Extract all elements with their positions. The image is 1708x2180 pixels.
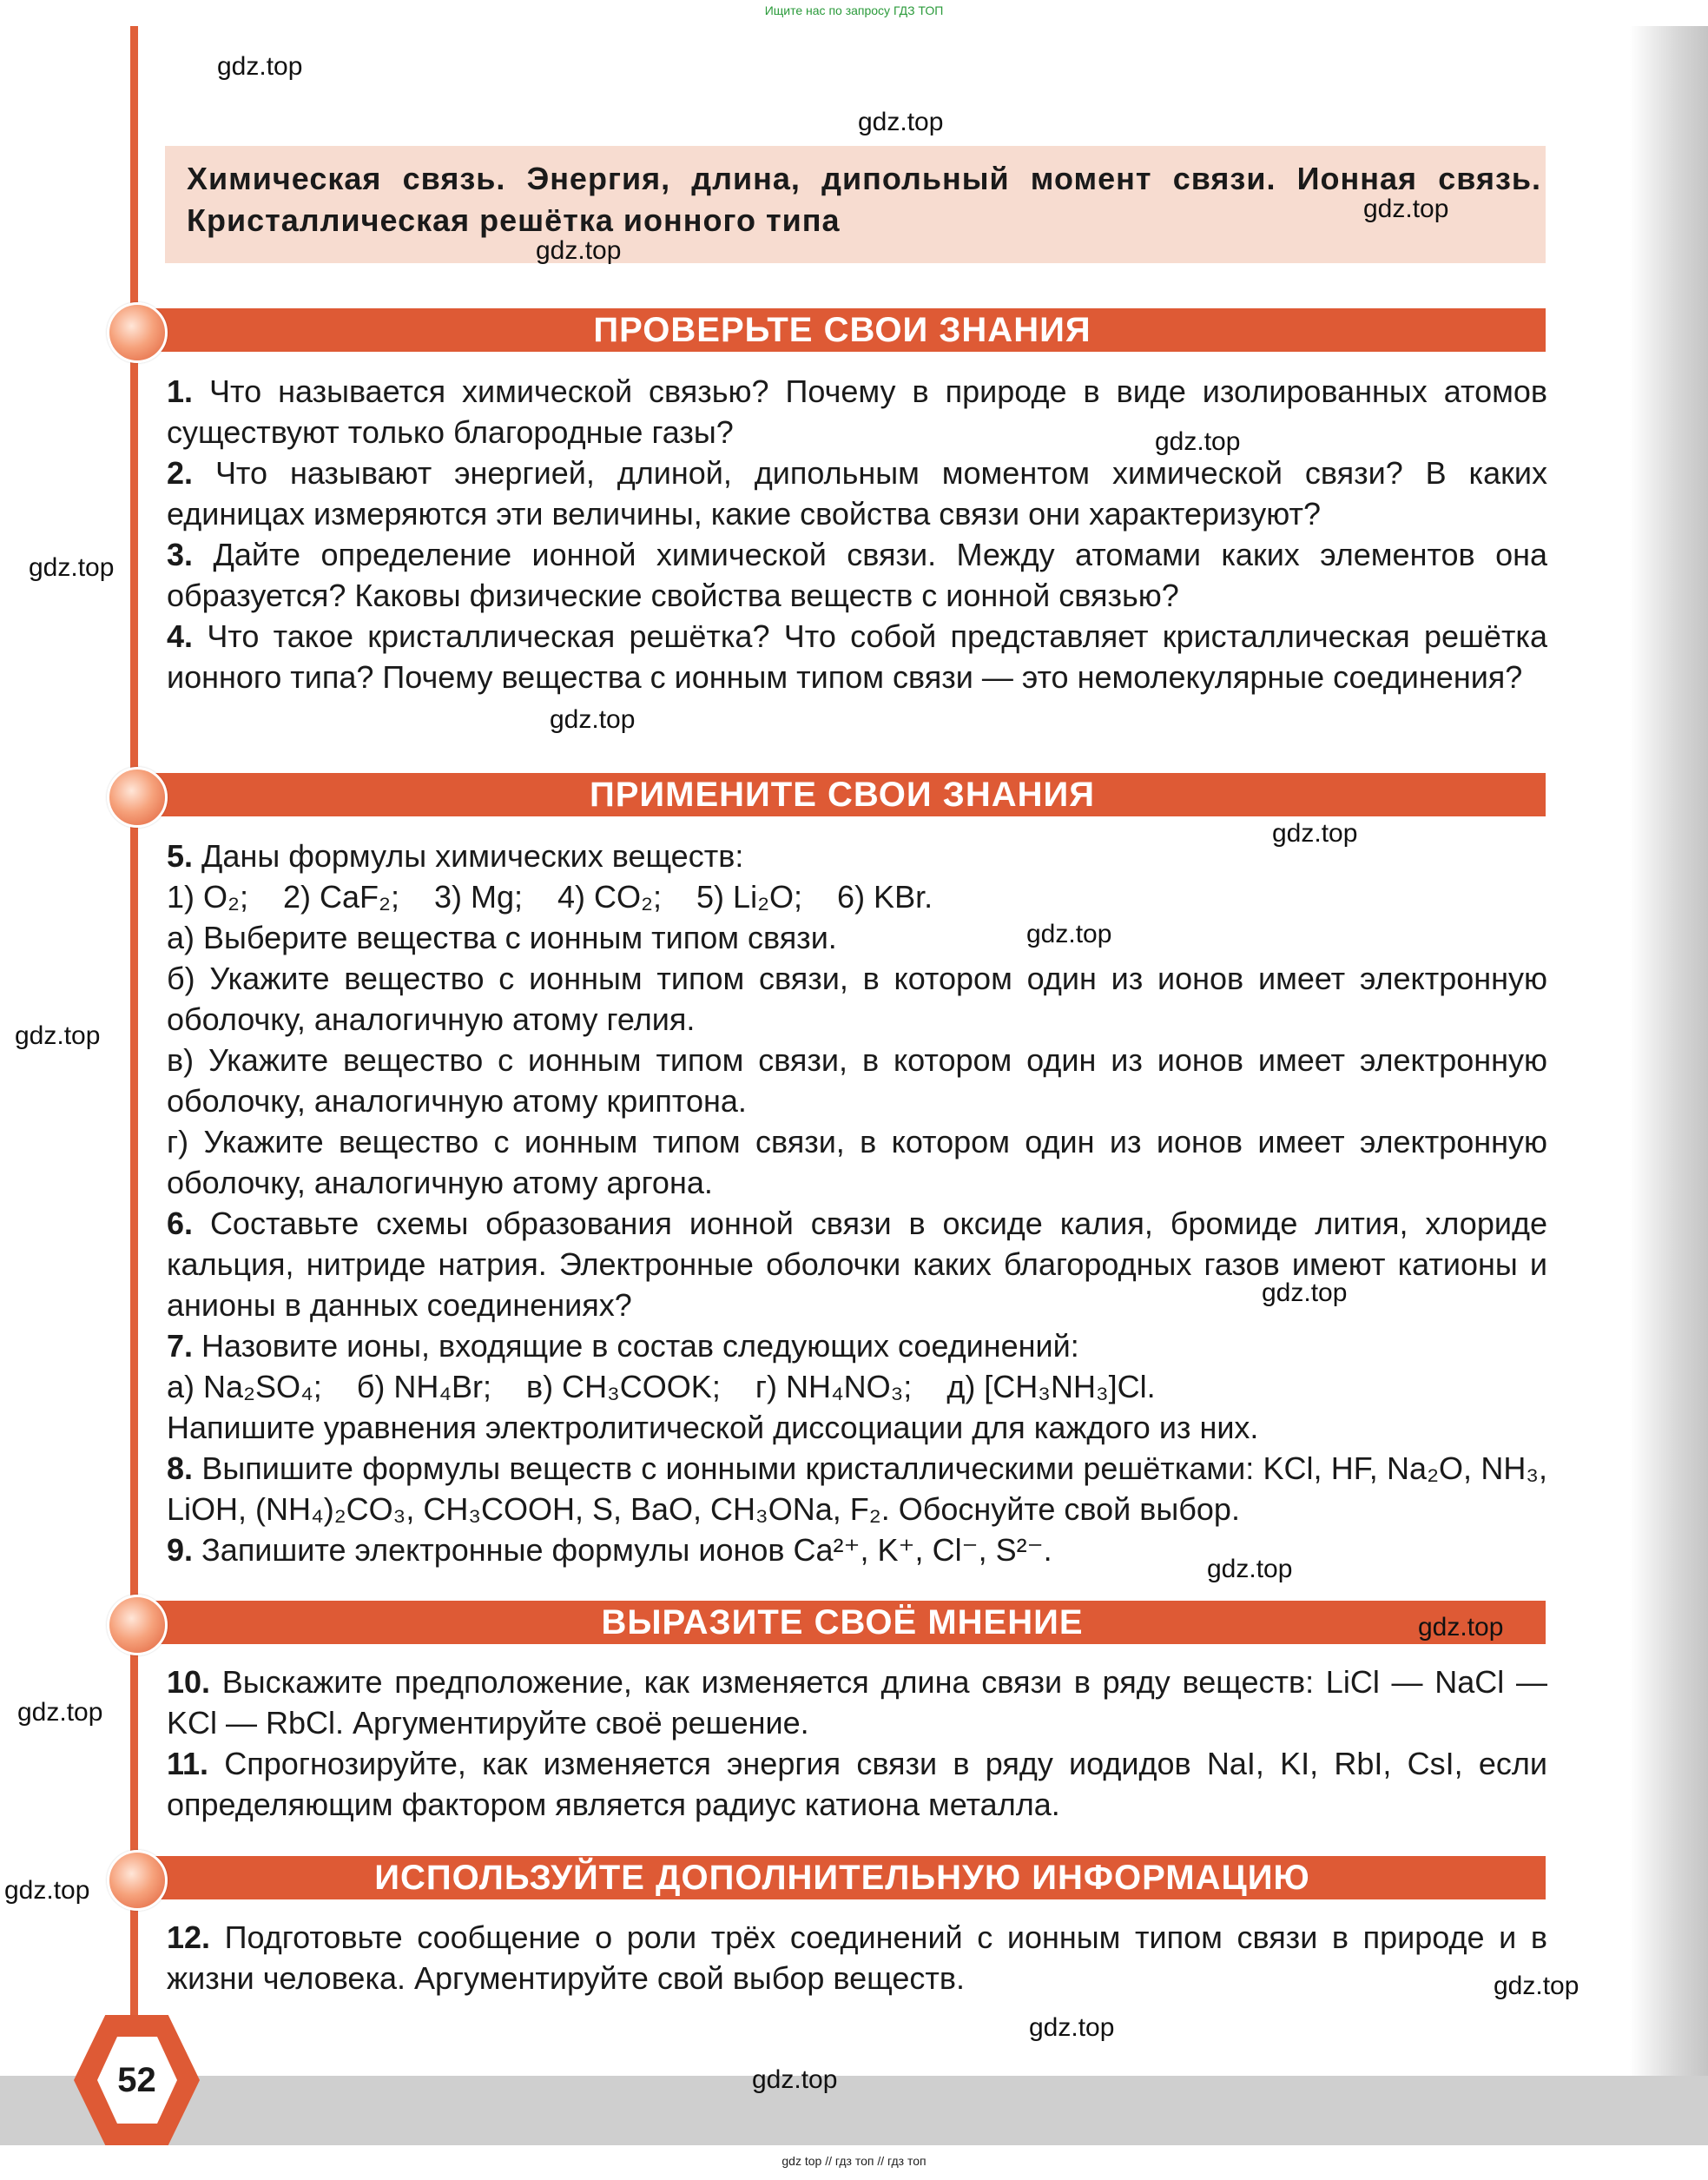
question-2: 2. Что называют энергией, длиной, дипольным моментом химической связи? В каких единицах измеряются эти величины, какие свойства связи они характеризуют? [167,455,1547,532]
section-extra-questions [167,1917,1547,1998]
page-foot-shadow [0,2076,1708,2145]
watermark: gdz.top [550,705,636,734]
page-edge-shadow [1630,26,1708,2145]
watermark: gdz.top [1155,427,1241,456]
section-banner-check: ПРОВЕРЬТЕ СВОИ ЗНАНИЯ [139,308,1546,352]
watermark: gdz.top [17,1698,103,1727]
watermark: gdz.top [1207,1555,1293,1583]
section-banner-opinion: ВЫРАЗИТЕ СВОЁ МНЕНИЕ [139,1601,1546,1644]
question-12: 12. Подготовьте сообщение о роли трёх соединений с ионным типом связи в природе и в жизни человека. Аргументируйте свой выбор веществ. [167,1919,1547,1996]
watermark: gdz.top [1494,1972,1579,2000]
watermark: gdz.top [536,236,622,265]
watermark: gdz.top [1262,1278,1348,1307]
watermark: gdz.top [1029,2013,1115,2042]
section-check-questions [167,371,1547,697]
section-bullet-icon [107,1850,168,1911]
watermark: gdz.top [4,1876,90,1905]
question-7-tail: Напишите уравнения электролитической диссоциации для каждого из них. [167,1410,1259,1445]
section-opinion-questions [167,1661,1547,1825]
watermark: gdz.top [217,52,303,81]
watermark: gdz.top [29,553,115,582]
top-note: Ищите нас по запросу ГДЗ ТОП [764,3,944,17]
watermark: gdz.top [1272,819,1358,848]
topic-heading: Химическая связь. Энергия, длина, дипольный момент связи. Ионная связь. Кристаллическая решётка ионного типа [187,161,1541,238]
question-10: 10. Выскажите предположение, как изменяется длина связи в ряду веществ: LiCl — NaCl — KCl — RbCl. Аргументируйте своё решение. [167,1664,1547,1741]
watermark: gdz.top [1026,920,1112,948]
bottom-note: gdz top // гдз топ // гдз топ [781,2154,927,2168]
page-number: 52 [117,2061,156,2099]
section-banner-apply: ПРИМЕНИТЕ СВОИ ЗНАНИЯ [139,773,1546,816]
question-3: 3. Дайте определение ионной химической связи. Между атомами каких элементов она образуется? Каковы физические свойства веществ с ионной связью? [167,537,1547,613]
question-6: 6. Составьте схемы образования ионной связи в оксиде калия, бромиде лития, хлориде кальция, нитриде натрия. Электронные оболочки каких благородных газов имеют катионы и анионы в данных соединениях? [167,1206,1547,1323]
question-5c: в) Укажите вещество с ионным типом связи, в котором один из ионов имеет электронную оболочку, аналогичную атому криптона. [167,1042,1547,1119]
watermark: gdz.top [15,1021,101,1050]
question-5a: а) Выберите вещества с ионным типом связи. [167,920,837,955]
watermark: gdz.top [1418,1613,1504,1642]
question-11: 11. Спрогнозируйте, как изменяется энергия связи в ряду иодидов NaI, KI, RbI, CsI, если определяющим фактором является радиус катиона металла. [167,1746,1547,1822]
section-bullet-icon [107,302,168,363]
watermark: gdz.top [1363,195,1449,223]
watermark: gdz.top [858,108,944,136]
watermark: gdz.top [752,2065,838,2094]
question-7-list: а) Na₂SO₄; б) NH₄Br; в) CH₃COOK; г) NH₄NO₃; д) [CH₃NH₃]Cl. [167,1369,1156,1404]
section-apply-questions [167,836,1547,1570]
section-bullet-icon [107,1595,168,1655]
question-5d: г) Укажите вещество с ионным типом связи, в котором один из ионов имеет электронную оболочку, аналогичную атому аргона. [167,1124,1547,1200]
section-banner-extra: ИСПОЛЬЗУЙТЕ ДОПОЛНИТЕЛЬНУЮ ИНФОРМАЦИЮ [139,1856,1546,1899]
question-4: 4. Что такое кристаллическая решётка? Что собой представляет кристаллическая решётка ионного типа? Почему вещества с ионным типом связи — это немолекулярные соединения? [167,618,1547,695]
question-8: 8. Выпишите формулы веществ с ионными кристаллическими решётками: KCl, HF, Na₂O, NH₃, LiOH, (NH₄)₂CO₃, CH₃COOH, S, BaO, CH₃ONa, F₂. Обоснуйте свой выбор. [167,1450,1547,1527]
question-1: 1. Что называется химической связью? Почему в природе в виде изолированных атомов существуют только благородные газы? [167,373,1547,450]
question-5b: б) Укажите вещество с ионным типом связи, в котором один из ионов имеет электронную оболочку, аналогичную атому гелия. [167,961,1547,1037]
question-5: 5. Даны формулы химических веществ: [167,838,744,874]
question-7: 7. Назовите ионы, входящие в состав следующих соединений: [167,1328,1079,1364]
question-5-list: 1) O₂; 2) CaF₂; 3) Mg; 4) CO₂; 5) Li₂O; 6) KBr. [167,879,933,915]
question-9: 9. Запишите электронные формулы ионов Ca²⁺, K⁺, Cl⁻, S²⁻. [167,1532,1052,1568]
section-bullet-icon [107,767,168,828]
